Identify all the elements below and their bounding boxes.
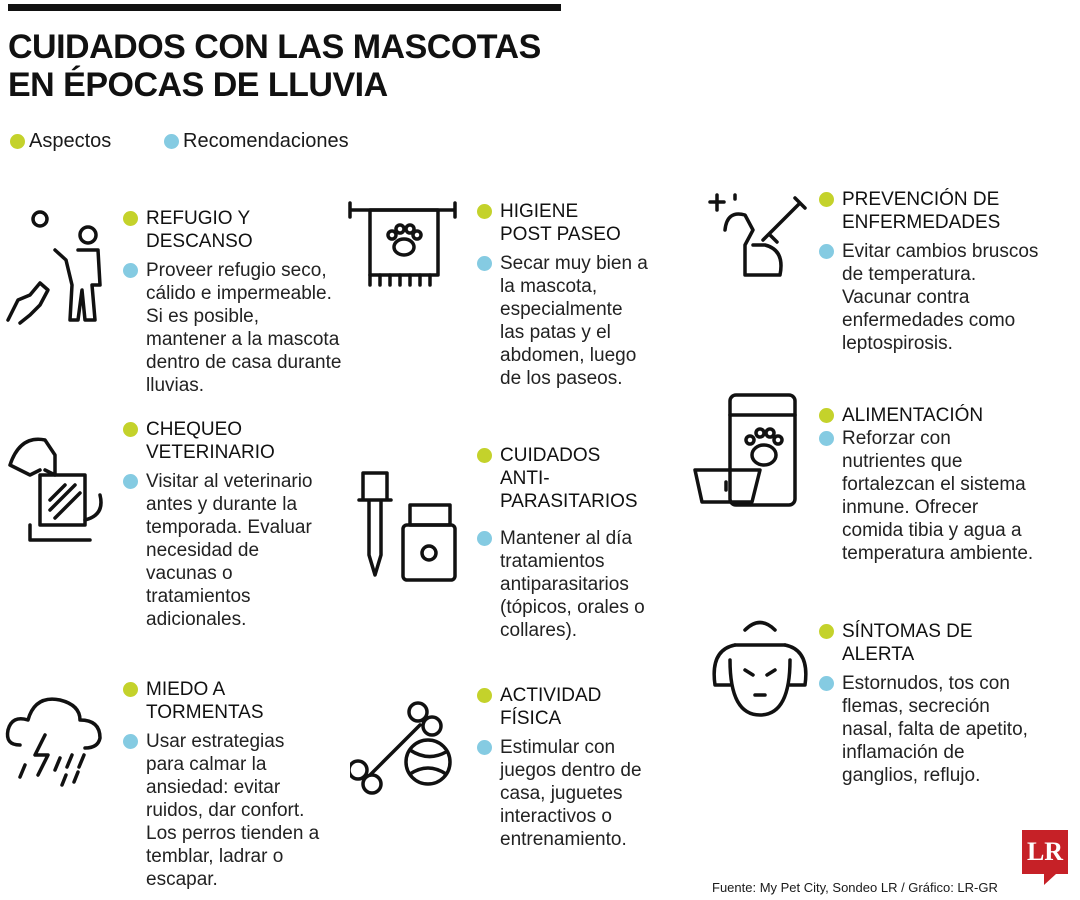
recommendation-dot-icon bbox=[477, 256, 492, 271]
item-heading: CHEQUEO VETERINARIO bbox=[146, 419, 275, 463]
item-chequeo bbox=[123, 418, 343, 631]
item-text: Secar muy bien a la mascota, especialmente las patas y el abdomen, luego de los paseos. bbox=[500, 253, 648, 389]
bone-ball-icon bbox=[350, 700, 460, 805]
recommendation-dot-icon bbox=[819, 244, 834, 259]
blue-dot-icon bbox=[164, 134, 179, 149]
source-credit: Fuente: My Pet City, Sondeo LR / Gráfico: LR-GR bbox=[712, 880, 998, 895]
aspect-dot-icon bbox=[819, 192, 834, 207]
aspect-dot-icon bbox=[819, 408, 834, 423]
aspect-dot-icon bbox=[123, 422, 138, 437]
recommendation-dot-icon bbox=[123, 474, 138, 489]
item-antiparasitarios bbox=[477, 444, 697, 642]
storm-cloud-icon bbox=[0, 690, 110, 795]
item-text: Mantener al día tratamientos antiparasitarios (tópicos, orales o collares). bbox=[500, 528, 645, 641]
item-text: Reforzar con nutrientes que fortalezcan el sistema inmune. Ofrecer comida tibia y agua a temperatura ambiente. bbox=[842, 428, 1034, 564]
item-text: Estimular con juegos dentro de casa, juguetes interactivos o entrenamiento. bbox=[500, 737, 642, 850]
aspect-dot-icon bbox=[123, 682, 138, 697]
title-line-1: CUIDADOS CON LAS MASCOTAS bbox=[8, 28, 541, 66]
item-text: Evitar cambios bruscos de temperatura. Vacunar contra enfermedades como leptospirosis. bbox=[842, 241, 1039, 354]
item-alimentacion bbox=[819, 404, 1039, 565]
top-rule bbox=[8, 4, 561, 11]
aspect-dot-icon bbox=[477, 688, 492, 703]
dog-xray-icon bbox=[0, 430, 115, 550]
legend-label: Aspectos bbox=[29, 130, 112, 152]
item-text: Visitar al veterinario antes y durante la temporada. Evaluar necesidad de vacunas o tratamientos adicionales. bbox=[146, 471, 313, 630]
item-text: Proveer refugio seco, cálido e impermeable. Si es posible, mantener a la mascota dentro de casa durante lluvias. bbox=[146, 260, 342, 396]
aspect-dot-icon bbox=[477, 448, 492, 463]
item-heading: ACTIVIDAD FÍSICA bbox=[500, 685, 602, 729]
item-prevencion bbox=[819, 188, 1039, 355]
page-title bbox=[8, 28, 541, 104]
item-heading: CUIDADOS ANTI-PARASITARIOS bbox=[500, 445, 638, 512]
recommendation-dot-icon bbox=[819, 676, 834, 691]
legend-recommendations bbox=[164, 130, 349, 153]
item-tormentas bbox=[123, 678, 343, 891]
item-heading: PREVENCIÓN DE ENFERMEDADES bbox=[842, 189, 1001, 233]
legend-aspects bbox=[10, 130, 111, 153]
recommendation-dot-icon bbox=[477, 740, 492, 755]
item-sintomas bbox=[819, 620, 1039, 787]
item-heading: SÍNTOMAS DE ALERTA bbox=[842, 621, 973, 665]
paw-towel-icon bbox=[345, 195, 465, 300]
food-bag-bowl-icon bbox=[690, 390, 810, 515]
aspect-dot-icon bbox=[819, 624, 834, 639]
title-line-2: EN ÉPOCAS DE LLUVIA bbox=[8, 66, 388, 104]
recommendation-dot-icon bbox=[123, 734, 138, 749]
item-higiene bbox=[477, 200, 697, 390]
dropper-bottle-icon bbox=[355, 465, 460, 595]
item-actividad bbox=[477, 684, 697, 851]
recommendation-dot-icon bbox=[123, 263, 138, 278]
item-refugio bbox=[123, 207, 343, 397]
recommendation-dot-icon bbox=[819, 431, 834, 446]
aspect-dot-icon bbox=[123, 211, 138, 226]
dog-syringe-icon bbox=[705, 190, 815, 290]
recommendation-dot-icon bbox=[477, 531, 492, 546]
legend-label: Recomendaciones bbox=[183, 130, 349, 152]
item-heading: HIGIENE POST PASEO bbox=[500, 201, 621, 245]
person-playing-dog-icon bbox=[0, 205, 115, 335]
item-text: Usar estrategias para calmar la ansiedad: evitar ruidos, dar confort. Los perros tienden a temblar, ladrar o escapar. bbox=[146, 731, 320, 890]
item-heading: REFUGIO Y DESCANSO bbox=[146, 208, 253, 252]
item-heading: MIEDO A TORMENTAS bbox=[146, 679, 264, 723]
sick-dog-icon bbox=[705, 615, 815, 730]
aspect-dot-icon bbox=[477, 204, 492, 219]
item-heading: ALIMENTACIÓN bbox=[842, 405, 984, 426]
lr-logo: LR bbox=[1022, 830, 1068, 874]
item-text: Estornudos, tos con flemas, secreción nasal, falta de apetito, inflamación de ganglios, reflujo. bbox=[842, 673, 1028, 786]
green-dot-icon bbox=[10, 134, 25, 149]
